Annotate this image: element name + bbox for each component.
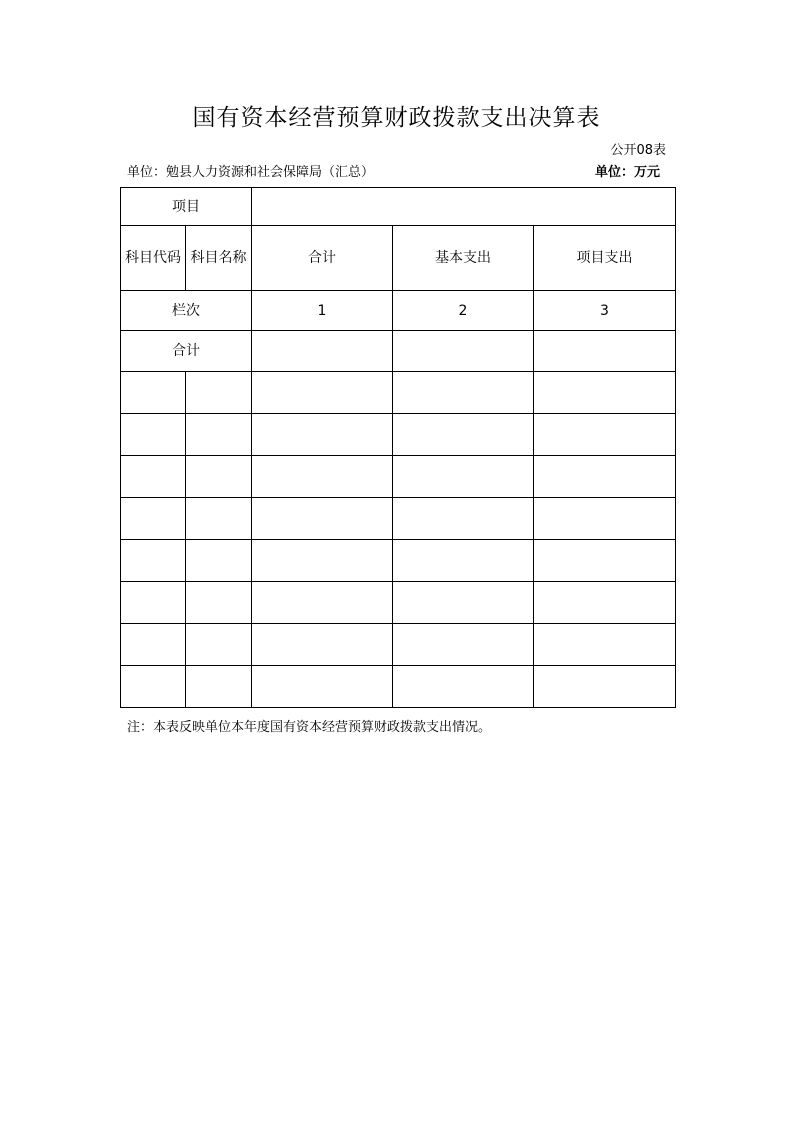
table-cell	[121, 582, 186, 624]
unit-currency: 单位：万元	[594, 165, 660, 180]
table-cell	[252, 666, 393, 708]
table-cell	[534, 372, 676, 414]
header-item-blank	[252, 188, 676, 226]
table-cell	[534, 498, 676, 540]
table-row	[121, 582, 676, 624]
header-item: 项目	[121, 188, 252, 226]
table-row	[121, 414, 676, 456]
table-cell	[393, 456, 534, 498]
table-cell	[393, 540, 534, 582]
form-number: 公开08表	[610, 143, 666, 158]
table-cell	[534, 582, 676, 624]
table-row	[121, 540, 676, 582]
table-cell	[534, 666, 676, 708]
column-number-row	[121, 291, 676, 331]
table-cell	[121, 666, 186, 708]
table-cell	[252, 582, 393, 624]
unit-organization: 单位：勉县人力资源和社会保障局（汇总）	[127, 165, 375, 180]
column-number-2: 2	[393, 291, 534, 331]
table-cell	[121, 498, 186, 540]
table-header-row	[121, 188, 676, 226]
table-cell	[252, 540, 393, 582]
table-row	[121, 498, 676, 540]
table-cell	[534, 540, 676, 582]
column-number-label: 栏次	[121, 291, 252, 331]
table-cell	[534, 624, 676, 666]
table-row	[121, 456, 676, 498]
table-cell	[121, 456, 186, 498]
total-basic-value	[393, 331, 534, 372]
table-cell	[186, 666, 252, 708]
table-row	[121, 372, 676, 414]
page-title: 国有资本经营预算财政拨款支出决算表	[192, 105, 601, 131]
table-cell	[186, 540, 252, 582]
table-cell	[186, 582, 252, 624]
table-cell	[252, 456, 393, 498]
table-cell	[393, 666, 534, 708]
header-total: 合计	[252, 226, 393, 291]
table-cell	[393, 582, 534, 624]
table-cell	[393, 498, 534, 540]
table-cell	[393, 624, 534, 666]
table-row	[121, 666, 676, 708]
table-cell	[186, 414, 252, 456]
table-cell	[121, 372, 186, 414]
total-row	[121, 331, 676, 372]
table-cell	[252, 372, 393, 414]
table-cell	[393, 414, 534, 456]
header-project-expenditure: 项目支出	[534, 226, 676, 291]
header-subject-code: 科目代码	[121, 226, 186, 291]
table-cell	[186, 624, 252, 666]
table-cell	[534, 414, 676, 456]
table-cell	[252, 498, 393, 540]
footnote: 注：本表反映单位本年度国有资本经营预算财政拨款支出情况。	[127, 720, 492, 735]
column-number-3: 3	[534, 291, 676, 331]
column-number-1: 1	[252, 291, 393, 331]
table-cell	[186, 498, 252, 540]
header-basic-expenditure: 基本支出	[393, 226, 534, 291]
table-cell	[393, 372, 534, 414]
table-cell	[121, 540, 186, 582]
header-subject-name: 科目名称	[186, 226, 252, 291]
table-cell	[121, 624, 186, 666]
table-cell	[252, 624, 393, 666]
table-cell	[252, 414, 393, 456]
table-cell	[121, 414, 186, 456]
total-project-value	[534, 331, 676, 372]
total-label: 合计	[121, 331, 252, 372]
budget-table	[120, 187, 676, 708]
table-cell	[186, 372, 252, 414]
total-value	[252, 331, 393, 372]
table-row	[121, 624, 676, 666]
table-cell	[534, 456, 676, 498]
table-header-row	[121, 226, 676, 291]
table-cell	[186, 456, 252, 498]
